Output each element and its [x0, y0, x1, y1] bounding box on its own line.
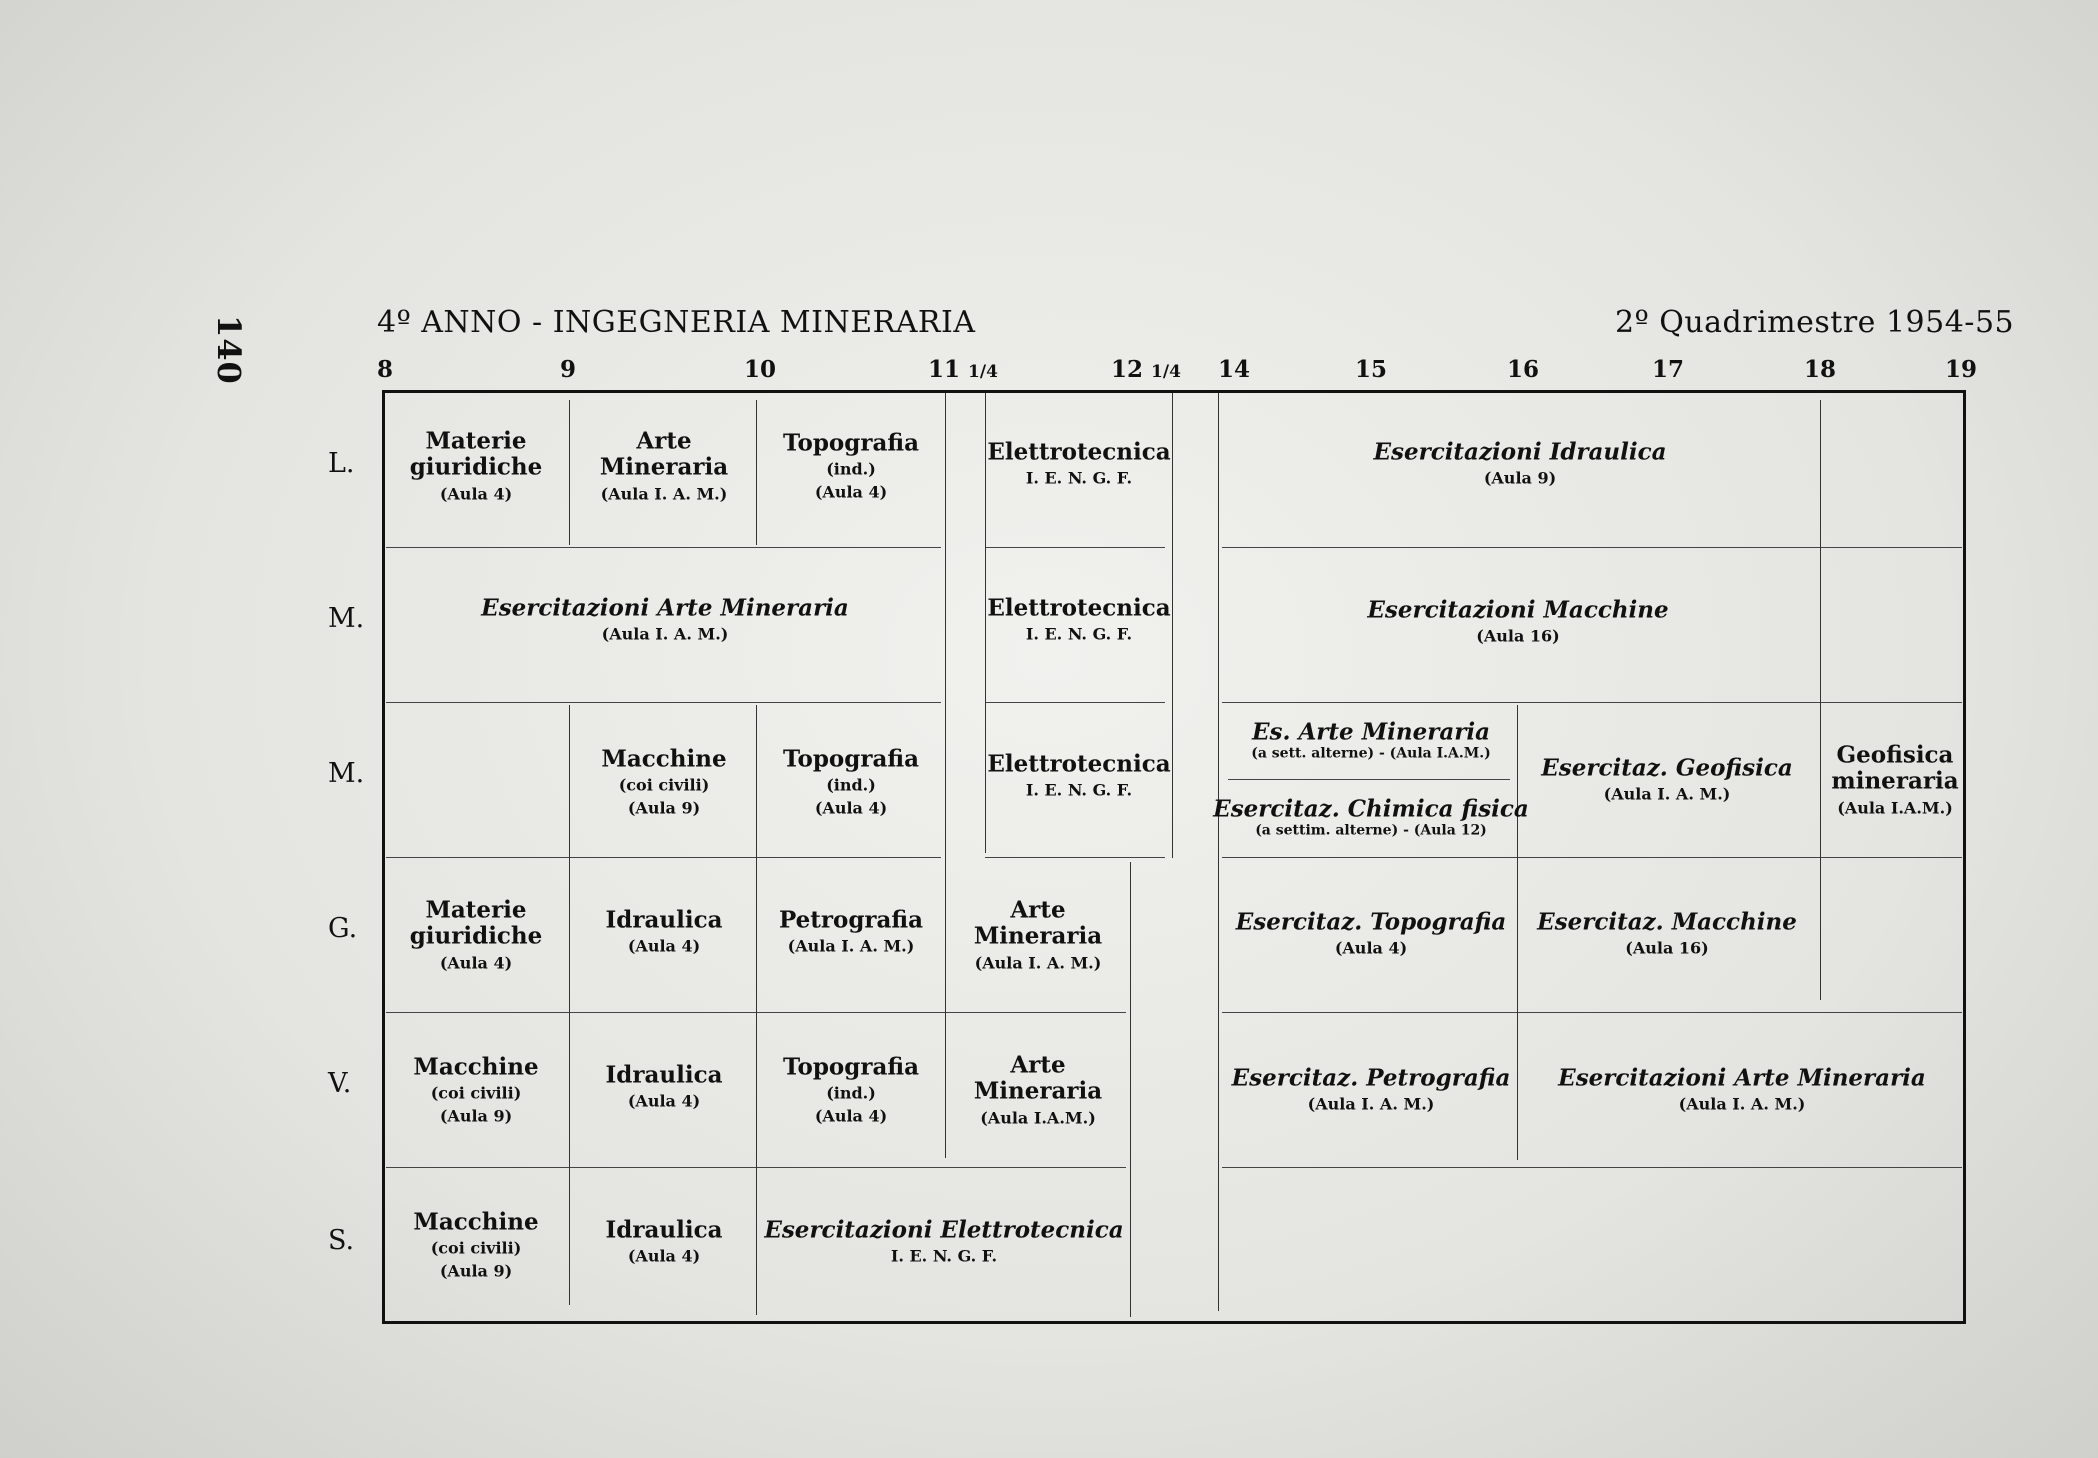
hour-label: 19 [1945, 356, 1978, 383]
page-title: 4º ANNO - INGEGNERIA MINERARIA [377, 305, 976, 340]
timetable-cell: Esercitaz. Chimica fisica (a settim. alterne) - (Aula 12) [1213, 795, 1529, 840]
row-divider [1228, 779, 1510, 780]
timetable-cell: Idraulica (Aula 4) [605, 1061, 723, 1112]
row-divider [1222, 1012, 1962, 1013]
day-label: G. [328, 913, 358, 944]
row-divider [386, 547, 941, 548]
hour-label: 18 [1804, 356, 1837, 383]
column-divider [756, 400, 757, 545]
hour-label: 11 1/4 [928, 356, 998, 383]
semester-label: 2º Quadrimestre 1954-55 [1615, 305, 2015, 340]
row-divider [1222, 547, 1962, 548]
row-divider [985, 702, 1165, 703]
column-divider [1172, 393, 1173, 858]
row-divider [386, 857, 941, 858]
timetable-cell: Es. Arte Mineraria (a sett. alterne) - (Aula I.A.M.) [1251, 718, 1491, 763]
timetable-cell: Elettrotecnica I. E. N. G. F. [987, 594, 1171, 645]
page-number: 140 [210, 315, 248, 385]
row-divider [1222, 702, 1962, 703]
timetable-cell: Esercitaz. Macchine (Aula 16) [1537, 908, 1797, 959]
hour-label: 15 [1355, 356, 1388, 383]
timetable-cell: Macchine (coi civili) (Aula 9) [413, 1053, 539, 1126]
timetable-cell: Arte Mineraria (Aula I. A. M.) [973, 896, 1103, 973]
column-divider [569, 400, 570, 545]
timetable-cell: Petrografia (Aula I. A. M.) [778, 906, 924, 957]
row-divider [985, 547, 1165, 548]
day-label: S. [328, 1225, 355, 1256]
timetable-cell: Arte Mineraria (Aula I.A.M.) [973, 1051, 1103, 1128]
hour-label: 17 [1652, 356, 1685, 383]
row-divider [1222, 857, 1962, 858]
timetable-cell: Esercitazioni Macchine (Aula 16) [1367, 596, 1669, 647]
timetable-cell: Arte Mineraria (Aula I. A. M.) [599, 427, 729, 504]
timetable-cell: Esercitaz. Geofisica (Aula I. A. M.) [1541, 754, 1793, 805]
row-divider [985, 857, 1165, 858]
timetable-cell: Macchine (coi civili) (Aula 9) [413, 1208, 539, 1281]
timetable-cell: Materie giuridiche (Aula 4) [409, 896, 543, 973]
column-divider [985, 393, 986, 853]
timetable-cell: Esercitazioni Arte Mineraria (Aula I. A. M.) [481, 594, 849, 645]
timetable-cell: Topografia (ind.) (Aula 4) [783, 745, 919, 818]
timetable-cell: Idraulica (Aula 4) [605, 906, 723, 957]
day-label: L. [328, 448, 355, 479]
timetable-cell: Topografia (ind.) (Aula 4) [783, 429, 919, 502]
column-divider [756, 705, 757, 1315]
timetable-cell: Esercitazioni Elettrotecnica I. E. N. G. F. [764, 1216, 1124, 1267]
hour-label: 10 [744, 356, 777, 383]
timetable-cell: Elettrotecnica I. E. N. G. F. [987, 438, 1171, 489]
timetable-cell: Esercitaz. Topografia (Aula 4) [1235, 908, 1507, 959]
timetable-cell: Idraulica (Aula 4) [605, 1216, 723, 1267]
day-label: M. [328, 758, 365, 789]
timetable-cell: Geofisica mineraria (Aula I.A.M.) [1831, 741, 1959, 818]
day-label: M. [328, 603, 365, 634]
hour-label: 12 1/4 [1111, 356, 1181, 383]
hour-label: 8 [377, 356, 394, 383]
column-divider [1130, 862, 1131, 1317]
hour-label: 16 [1507, 356, 1540, 383]
timetable-cell: Esercitazioni Idraulica (Aula 9) [1373, 438, 1667, 489]
timetable-cell: Esercitaz. Petrografia (Aula I. A. M.) [1231, 1064, 1511, 1115]
day-label: V. [328, 1068, 352, 1099]
column-divider [1820, 400, 1821, 1000]
hour-label: 14 [1218, 356, 1251, 383]
timetable-cell: Elettrotecnica I. E. N. G. F. [987, 750, 1171, 801]
timetable-cell: Materie giuridiche (Aula 4) [409, 427, 543, 504]
row-divider [1222, 1167, 1962, 1168]
timetable-cell: Topografia (ind.) (Aula 4) [783, 1053, 919, 1126]
column-divider [569, 705, 570, 1305]
timetable-cell: Esercitazioni Arte Mineraria (Aula I. A. M.) [1558, 1064, 1926, 1115]
hour-label: 9 [560, 356, 577, 383]
row-divider [386, 702, 941, 703]
column-divider [1218, 393, 1219, 1311]
timetable-cell: Macchine (coi civili) (Aula 9) [601, 745, 727, 818]
column-divider [945, 393, 946, 1158]
column-divider [1517, 705, 1518, 1160]
